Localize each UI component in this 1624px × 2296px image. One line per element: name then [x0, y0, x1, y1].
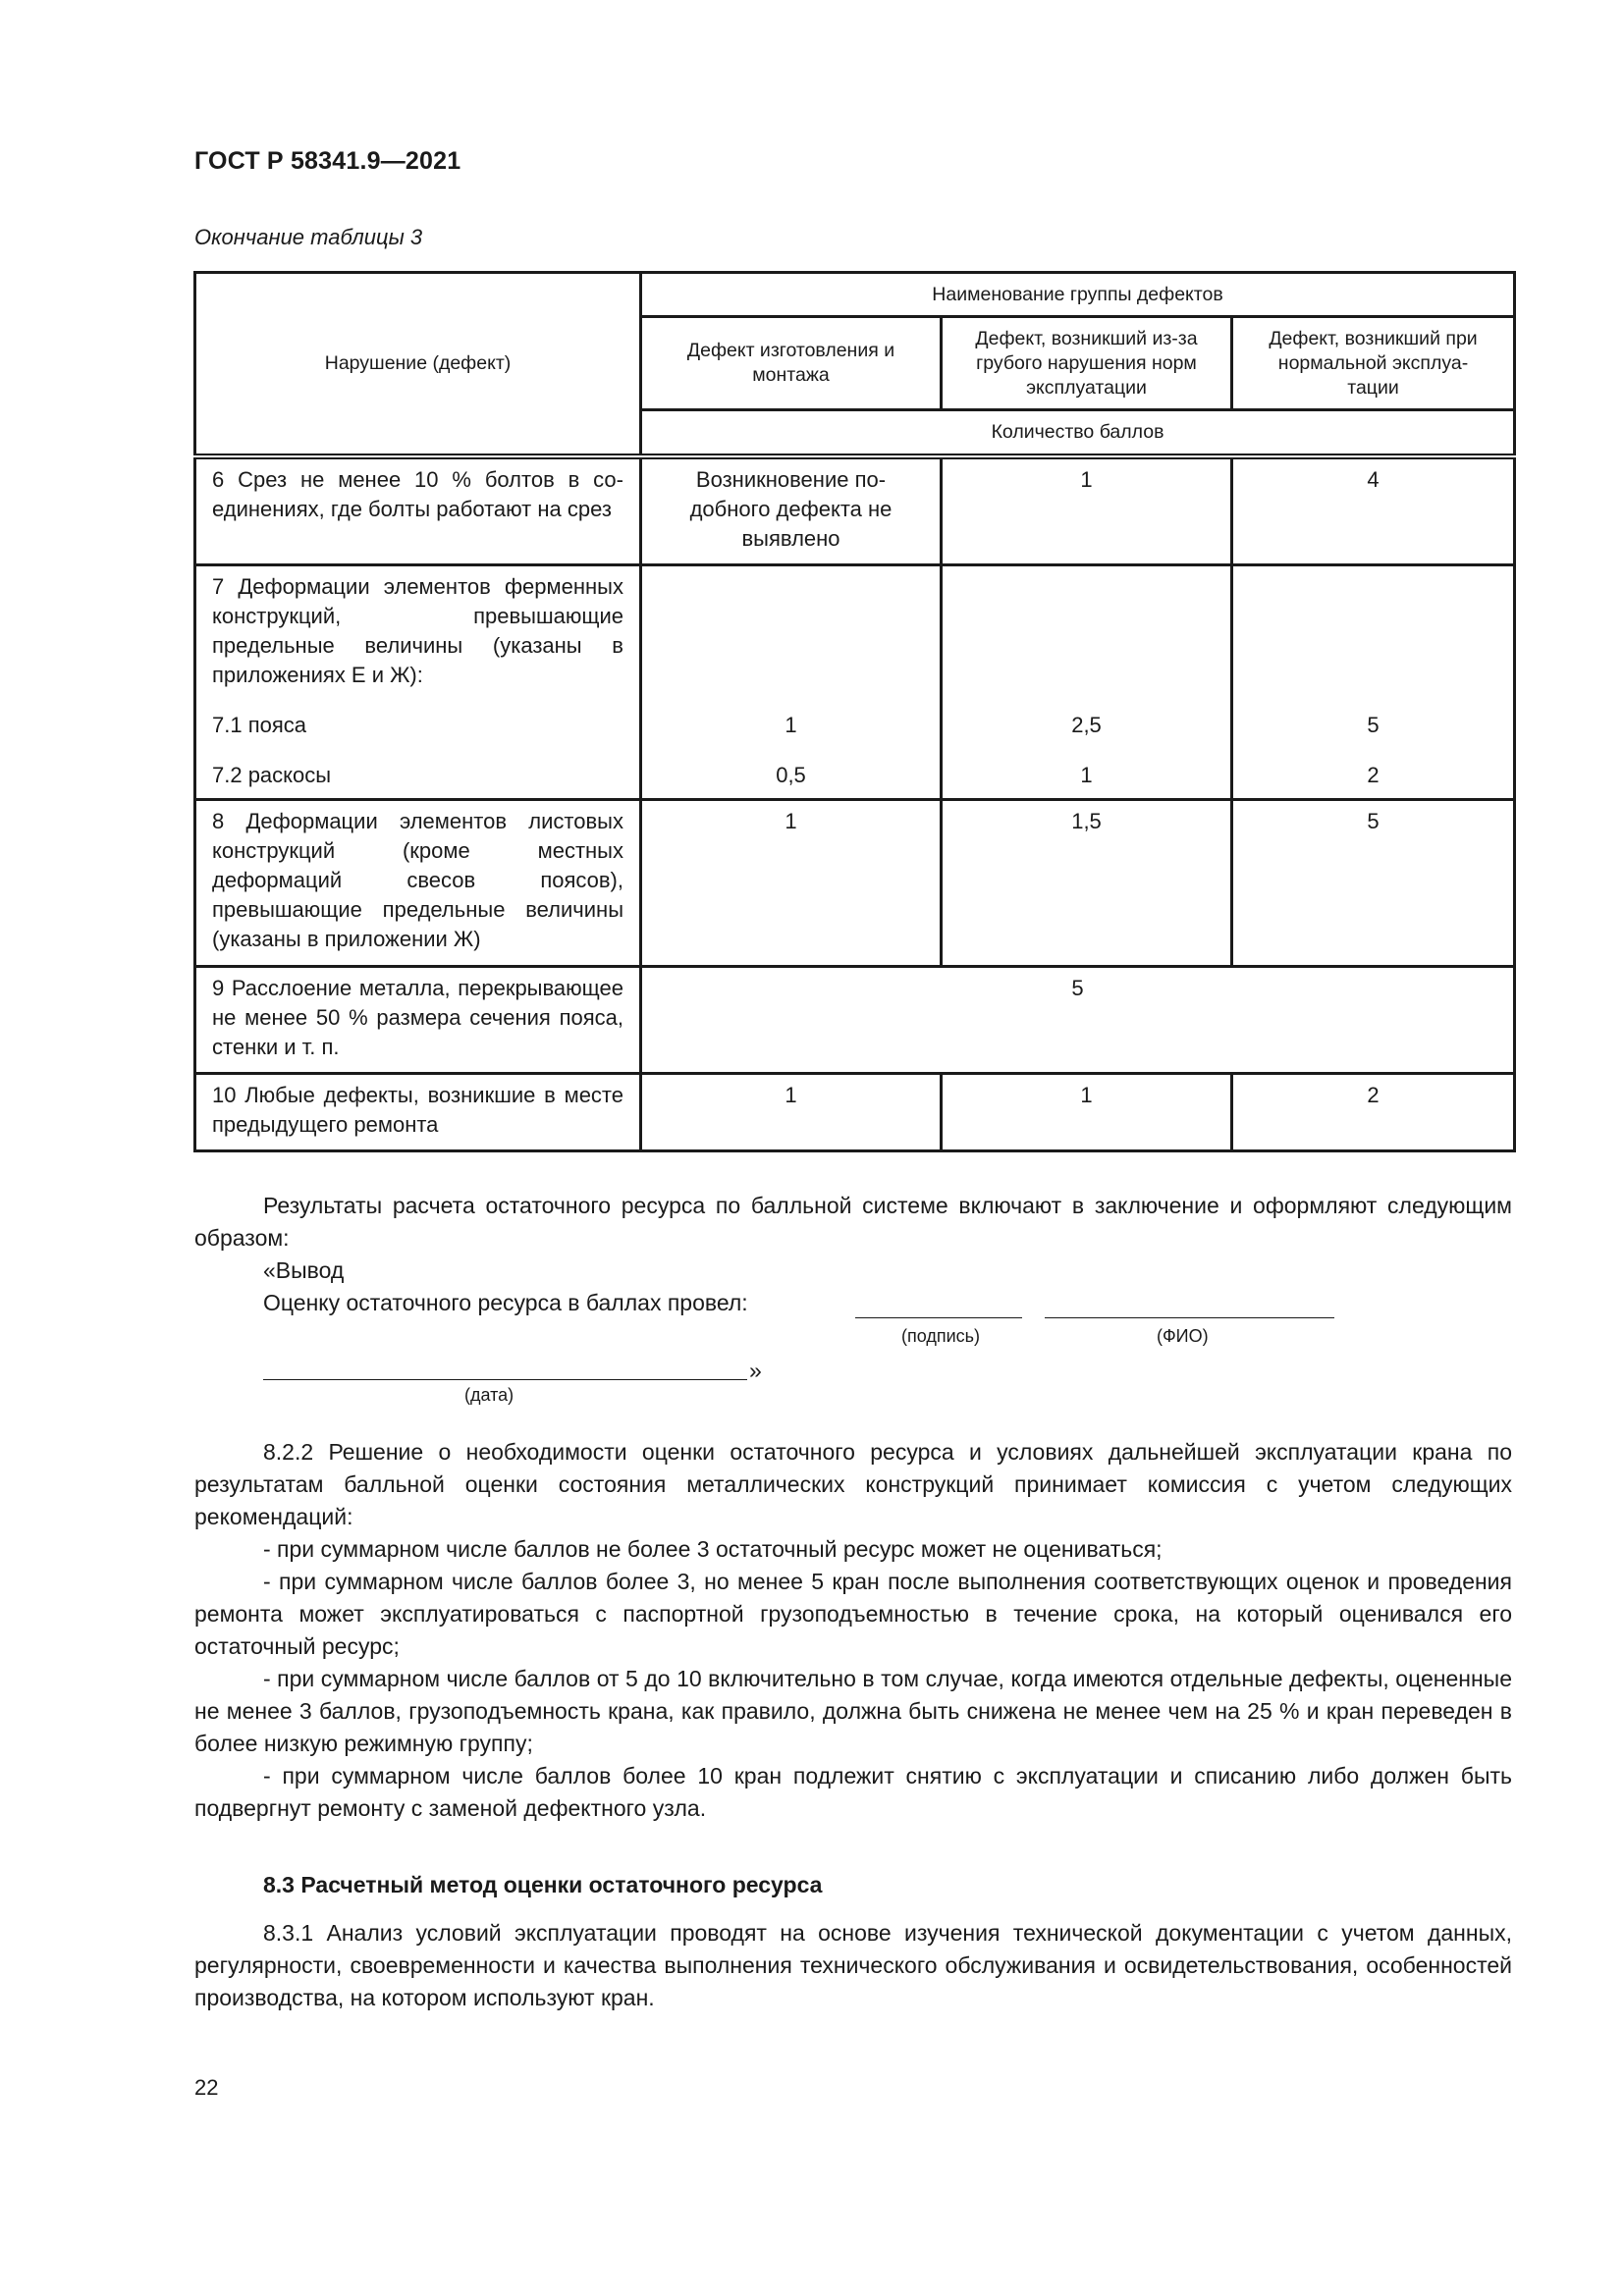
date-label: (дата)	[464, 1385, 514, 1405]
subheader-normal-operation: Дефект, возникший при нормальной эксплуа- тации	[1232, 317, 1515, 410]
row-value: 1	[942, 1073, 1232, 1150]
bullet-item: - при суммарном числе баллов от 5 до 10 включительно в том случае, когда имеются отдельные дефекты, оцененные не менее 3 баллов, грузоподъемность крана, как правило, должна быть снижена не менее чем на 25 % и кран переведен в более низкую режимную группу;	[194, 1666, 1512, 1756]
bullet-item: - при суммарном числе баллов более 3, но менее 5 кран после выполнения соответствующих оценок и проведения ремонта может эксплуатироваться с паспортной грузоподъемностью в течение срока, на который оценивался его остаточный ресурс;	[194, 1569, 1512, 1659]
fio-field[interactable]	[1045, 1317, 1334, 1318]
row-value: 2,5 1	[942, 564, 1232, 799]
row-value: 1	[641, 1073, 942, 1150]
row-value: 2	[1232, 1073, 1515, 1150]
row-name: 10 Любые дефекты, возникшие в месте предыдущего ремонта	[195, 1073, 641, 1150]
row-value: 1 0,5	[641, 564, 942, 799]
column-header-score: Количество баллов	[641, 410, 1515, 457]
bullet-item: - при суммарном числе баллов не более 3 остаточный ресурс может не оцениваться;	[263, 1536, 1163, 1562]
assessment-line: Оценку остаточного ресурса в баллах провел:	[263, 1290, 748, 1315]
paragraph-8-2-2: 8.2.2 Решение о необходимости оценки остаточного ресурса и условиях дальнейшей эксплуатации крана по результатам балльной оценки состояния металлических конструкций принимает комиссия с учетом следующих рекомендаций: - при суммарном числе баллов не более 3 остаточный ресурс может не оцениваться; - при суммарном числе баллов более 3, но менее 5 кран после выполнения соответствующих оценок и проведения ремонта может эксплуатироваться с паспортной грузоподъемностью в течение срока, на который оценивался его остаточный ресурс; - при суммарном числе баллов от 5 до 10 включительно в том случае, когда имеются отдельные дефекты, оцененные не менее 3 баллов, грузоподъемность крана, как правило, должна быть снижена не менее чем на 25 % и кран переведен в более низкую режимную группу; - при суммарном числе баллов более 10 кран подлежит снятию с эксплуатации и списанию либо должен быть подвергнут ремонту с заменой дефектного узла.	[194, 1436, 1512, 1825]
table-row	[195, 564, 1515, 799]
row-name: 8 Деформации элементов листовых конструкций (кроме местных деформаций свесов поясов), превышающие предельные величины (указаны в приложении Ж)	[195, 799, 641, 966]
table-row	[195, 1073, 1515, 1150]
bullet-item: - при суммарном числе баллов более 10 кран подлежит снятию с эксплуатации и списанию либо должен быть подвергнут ремонту с заменой дефектного узла.	[194, 1763, 1512, 1821]
paragraph-8-3-1: 8.3.1 Анализ условий эксплуатации проводят на основе изучения технической документации с учетом данных, регулярности, своевременности и качества выполнения технического обслуживания и освидетельствования, особенностей производства, на котором используют кран.	[194, 1920, 1512, 2010]
table-caption: Окончание таблицы 3	[194, 225, 423, 249]
fio-label: (ФИО)	[1157, 1326, 1209, 1346]
signature-field[interactable]	[855, 1317, 1022, 1318]
column-header-defect-group: Наименование группы дефектов	[641, 273, 1515, 317]
row-name: 9 Расслоение металла, перекрывающее не менее 50 % размера сечения пояса, стенки и т. п.	[195, 966, 641, 1073]
row-value: 5 2	[1232, 564, 1515, 799]
row-value: 4	[1232, 456, 1515, 564]
date-field[interactable]	[263, 1379, 747, 1380]
row-value: 5	[1232, 799, 1515, 966]
row-name: 6 Срез не менее 10 % болтов в со-единениях, где болты работают на срез	[195, 456, 641, 564]
page-number: 22	[194, 2075, 219, 2100]
table-row	[195, 456, 1515, 564]
results-paragraph: Результаты расчета остаточного ресурса по балльной системе включают в заключение и оформляют следующим образом:	[194, 1193, 1512, 1251]
defects-table	[193, 271, 1516, 1152]
subheader-gross-violation: Дефект, возникший из-за грубого нарушения норм эксплуатации	[942, 317, 1232, 410]
table-row	[195, 799, 1515, 966]
row-name: 7 Деформации элементов ферменных конструкций, превышающие предельные величины (указаны в приложениях Е и Ж): 7.1 пояса 7.2 раскосы	[195, 564, 641, 799]
subheader-manufacturing: Дефект изготовления и монтажа	[641, 317, 942, 410]
row-merged-value: 5	[641, 966, 1515, 1073]
row-value: 1	[641, 799, 942, 966]
document-title: ГОСТ Р 58341.9—2021	[194, 147, 461, 175]
column-header-violation: Нарушение (дефект)	[195, 273, 641, 457]
conclusion-open: «Вывод	[263, 1257, 345, 1283]
row-value: 1,5	[942, 799, 1232, 966]
table-row	[195, 966, 1515, 1073]
row-value: 1	[942, 456, 1232, 564]
row-value: Возникновение по- добного дефекта не выявлено	[641, 456, 942, 564]
conclusion-close: »	[749, 1358, 762, 1383]
signature-label: (подпись)	[901, 1326, 981, 1346]
section-heading-8-3: 8.3 Расчетный метод оценки остаточного ресурса	[263, 1872, 823, 1897]
